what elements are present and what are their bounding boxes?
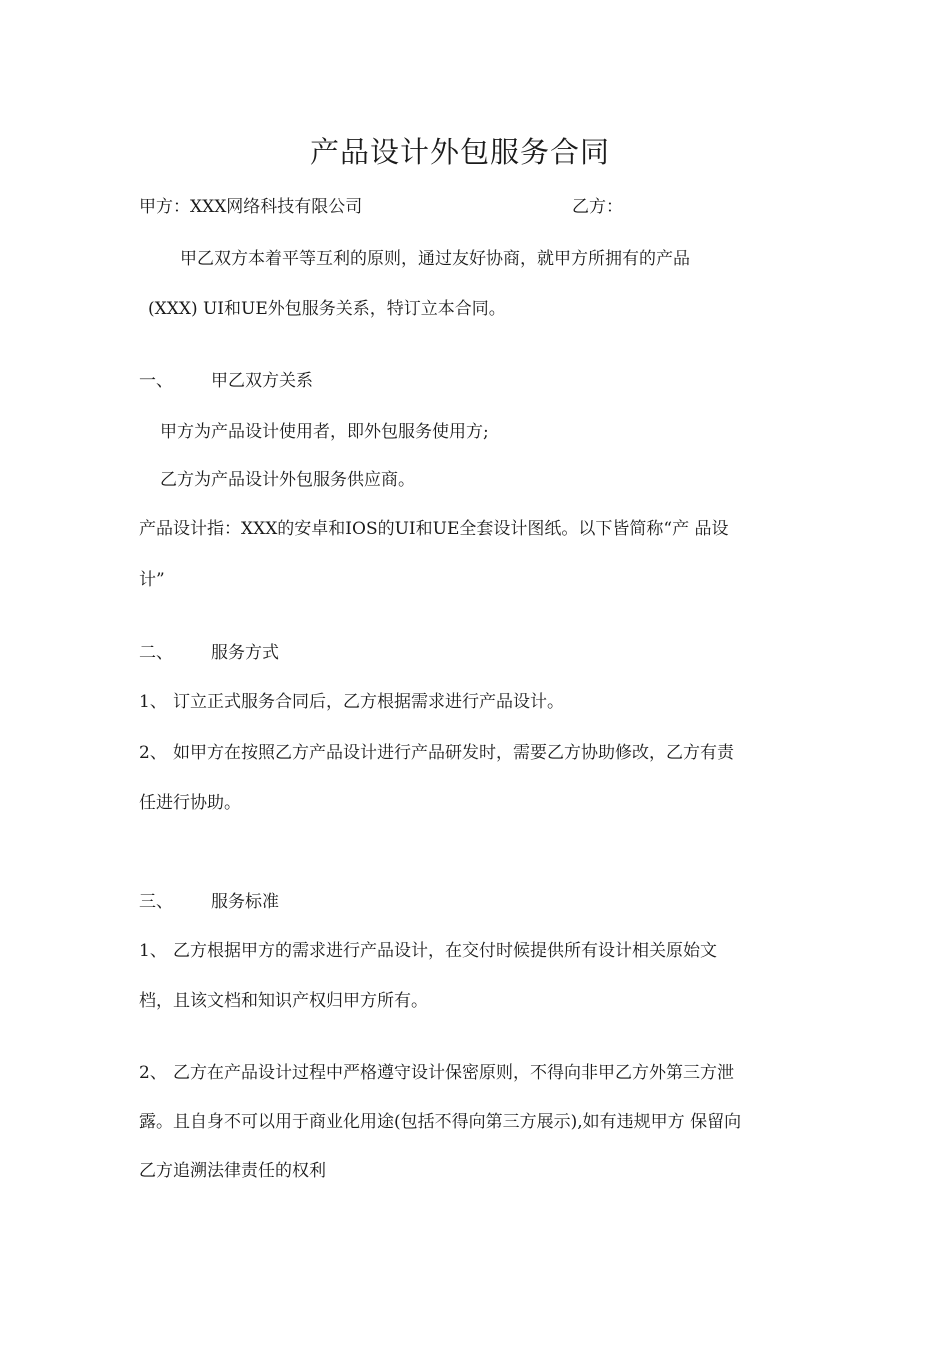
section-3-item-2-text: 乙方在产品设计过程中严格遵守设计保密原则，不得向非甲乙方外第三方泄	[173, 1063, 734, 1083]
section-3-item-1	[139, 940, 717, 962]
section-2-item-1-number: 1、	[139, 692, 167, 712]
product-design-definition-cont: 计”	[139, 570, 165, 590]
section-3-item-2-number: 2、	[139, 1063, 167, 1083]
section-2-item-1	[139, 691, 564, 713]
section-2-item-2-number: 2、	[139, 743, 167, 763]
section-3-item-2-cont-1: 露。且自身不可以用于商业化用途(包括不得向第三方展示),如有违规甲方 保留向	[139, 1112, 742, 1132]
section-3-item-1-text: 乙方根据甲方的需求进行产品设计，在交付时候提供所有设计相关原始文	[173, 941, 717, 961]
section-3-item-1-number: 1、	[139, 941, 167, 961]
section-1-number: 一、	[139, 371, 173, 391]
product-design-definition: 产品设计指：XXX的安卓和IOS的UI和UE全套设计图纸。以下皆简称“产 品设	[139, 519, 729, 539]
section-2-item-2	[139, 742, 734, 764]
party-a: 甲方：XXX网络科技有限公司	[139, 197, 363, 217]
party-b: 乙方：	[572, 197, 623, 217]
section-1-heading	[139, 370, 313, 392]
section-3-title: 服务标准	[211, 892, 279, 912]
section-2-number: 二、	[139, 643, 173, 663]
section-1-title: 甲乙双方关系	[211, 371, 313, 391]
document-title: 产品设计外包服务合同	[309, 135, 610, 169]
section-2-heading	[139, 642, 279, 664]
section-1-line-1: 甲方为产品设计使用者，即外包服务使用方;	[160, 422, 489, 442]
section-2-item-1-text: 订立正式服务合同后，乙方根据需求进行产品设计。	[173, 692, 564, 712]
section-2-item-2-text: 如甲方在按照乙方产品设计进行产品研发时，需要乙方协助修改，乙方有责	[173, 743, 734, 763]
section-2-item-2-cont: 任进行协助。	[139, 793, 241, 813]
section-3-item-2-cont-2: 乙方追溯法律责任的权利	[139, 1161, 326, 1181]
section-3-number: 三、	[139, 892, 173, 912]
section-1-line-2: 乙方为产品设计外包服务供应商。	[160, 470, 415, 490]
section-3-item-1-cont: 档，且该文档和知识产权归甲方所有。	[139, 991, 428, 1011]
section-3-heading	[139, 891, 279, 913]
section-3-item-2	[139, 1062, 734, 1084]
parties-line	[139, 196, 859, 218]
section-2-title: 服务方式	[211, 643, 279, 663]
intro-paragraph-line-2: (XXX) UI和UE外包服务关系，特订立本合同。	[148, 299, 506, 319]
intro-paragraph-line-1: 甲乙双方本着平等互利的原则，通过友好协商，就甲方所拥有的产品	[180, 249, 690, 269]
